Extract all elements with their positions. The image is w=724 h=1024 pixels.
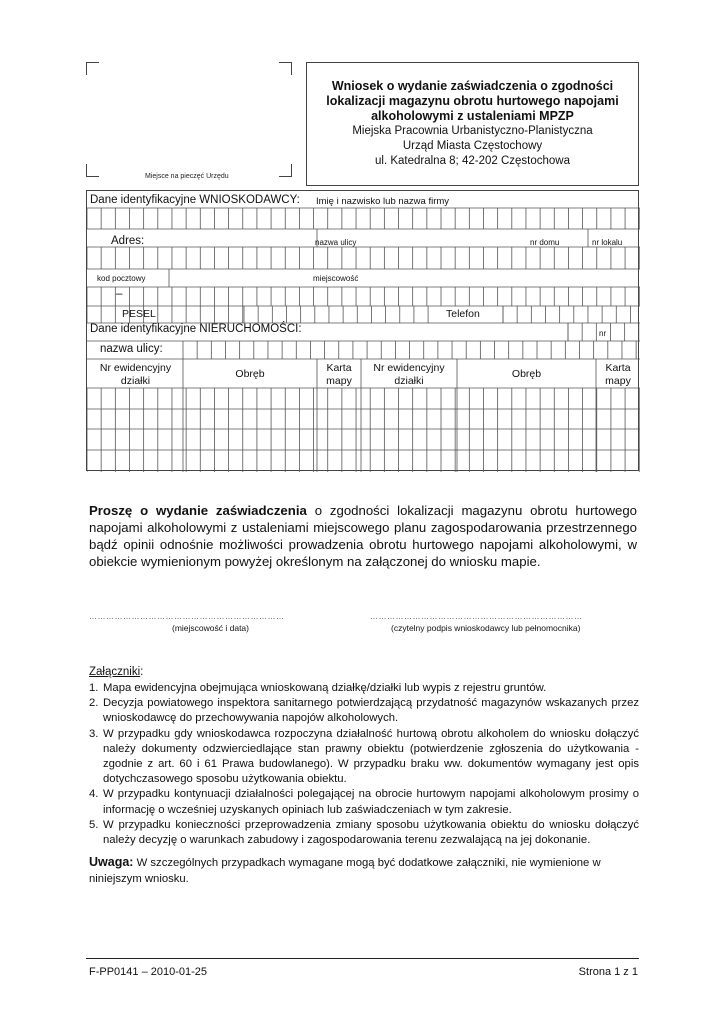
col-district-2: Obręb [511,368,542,380]
pesel-label: PESEL [122,308,156,320]
col-map-1 [317,362,361,388]
col-map-1-line1: Karta [326,362,352,374]
request-text: o zgodności lokalizacji magazynu obrotu hurtowego napojami alkoholowymi z ustaleniami miejscowego planu zagospodarowania przestrzennego bądź opinii odnośnie możliwości prowadzenia obrotu hurtowego napojami alkoholowymi, w obiekcie wymienionym powyżej określonym na załączonej do wniosku mapie. [89,503,637,569]
attachment-text: Decyzja powiatowego inspektora sanitarnego potwierdzającą przydatność magazynów wskazanych przez wnioskodawcę do przechowywania napojów alkoholowych. [103,697,639,725]
note-text: W szczególnych przypadkach wymagane mogą być dodatkowe załączniki, nie wymienione w niniejszym wniosku. [89,857,601,885]
note-label: Uwaga: [89,855,134,869]
postcode-label: kod pocztowy [97,274,146,283]
request-bold: Proszę o wydanie zaświadczenia [89,503,307,518]
application-form [86,190,639,471]
city-hint: miejscowość [313,274,359,283]
col-map-2 [596,362,640,388]
street-hint: nazwa ulicy [315,238,357,247]
property-section-title: Dane identyfikacyjne NIERUCHOMOŚCI: [90,323,302,335]
house-number-hint: nr domu [530,238,560,247]
attachment-text: Mapa ewidencyjna obejmująca wnioskowaną działkę/działki lub wypis z rejestru gruntów. [103,682,547,694]
attachment-number: 2. [89,697,99,710]
attachment-number: 5. [89,818,99,831]
attachment-item [89,681,639,696]
col-parcel-1-line1: Nr ewidencyjny [99,362,172,374]
attachment-text: W przypadku kontynuacji działalności polegającej na obrocie hurtowym napojami alkoholowym prosimy o informację o wcześniej uzyskanych opiniach lub zaświadczeniach w tym zakresie. [103,788,639,816]
attachment-number: 4. [89,788,99,801]
attachment-item [89,818,639,848]
attachment-number: 3. [89,727,99,740]
col-parcel-2 [361,362,457,388]
footer-divider [86,958,639,959]
col-parcel-1-line2: działki [120,375,151,387]
note [89,855,639,887]
place-date-caption: (miejscowość i data) [172,623,249,633]
signature-line: ………………………………………………………………… [370,612,583,621]
phone-label: Telefon [446,308,480,320]
address-label: Adres: [111,235,145,247]
col-parcel-2-line2: działki [394,375,424,387]
property-nr-hint: nr [599,329,607,338]
place-date-line: …………………………………………………………… [89,612,285,621]
attachment-text: W przypadku gdy wnioskodawca rozpoczyna działalność hurtową obrotu alkoholem do wniosku dołączyć należy dokumenty odzwierciedlające stan prawny obiektu (potwierdzenie zgłoszenia do użytkowania - zgodnie z art. 60 i 61 Prawa budowlanego). W przypadku braku ww. dokumentów wymagany jest opis dotychczasowego sposobu użytkowania obiektu. [103,727,639,786]
stamp-corner-bottom-left [86,164,99,177]
title-line-2: lokalizacji magazynu obrotu hurtowego napojami [326,94,619,108]
attachment-item [89,696,639,726]
attachment-number: 1. [89,682,99,694]
postcode-dash: – [116,288,123,300]
page-number: Strona 1 z 1 [578,966,638,978]
attachments-title [89,666,143,678]
col-map-2-line1: Karta [605,362,631,374]
col-parcel-2-line1: Nr ewidencyjny [373,362,445,374]
attachments-title-text: Załączniki [89,666,141,678]
attachment-item [89,727,639,788]
attachments-list [89,681,639,848]
col-map-2-line2: mapy [605,375,631,387]
form-code: F-PP0141 – 2010-01-25 [89,966,208,978]
title-line-3: alkoholowymi z ustaleniami MPZP [371,109,574,123]
title-line-1: Wniosek o wydanie zaświadczenia o zgodności [331,79,614,93]
attachment-text: W przypadku konieczności przeprowadzenia zmiany sposobu użytkowania obiektu do wniosku dołączyć należy decyzję o warunkach zabudowy i zagospodarowania terenu zezwalającą na jej dokonanie. [103,818,639,847]
stamp-corner-top-left [86,62,99,75]
office-address: ul. Katedralna 8; 42-202 Częstochowa [375,155,570,167]
header-box [306,62,639,186]
applicant-name-hint: Imię i nazwisko lub nazwa firmy [316,196,450,207]
col-district-1: Obręb [235,368,265,380]
signature-caption: (czytelny podpis wnioskodawcy lub pełnomocnika) [391,623,581,633]
applicant-section-title: Dane identyfikacyjne WNIOSKODAWCY: [90,194,300,206]
flat-number-hint: nr lokalu [592,238,623,247]
request-paragraph [89,502,637,570]
attachments-title-colon: : [140,666,144,678]
stamp-corner-top-right [279,62,292,75]
city-office: Urząd Miasta Częstochowy [402,140,543,152]
stamp-corner-bottom-right [279,164,292,177]
col-parcel-1 [88,362,183,388]
office-name: Miejska Pracownia Urbanistyczno-Planistyczna [352,125,593,137]
attachment-item [89,787,639,817]
stamp-label: Miejsce na pieczęć Urzędu [145,173,229,180]
property-street-label: nazwa ulicy: [100,343,163,355]
col-map-1-line2: mapy [326,375,352,387]
